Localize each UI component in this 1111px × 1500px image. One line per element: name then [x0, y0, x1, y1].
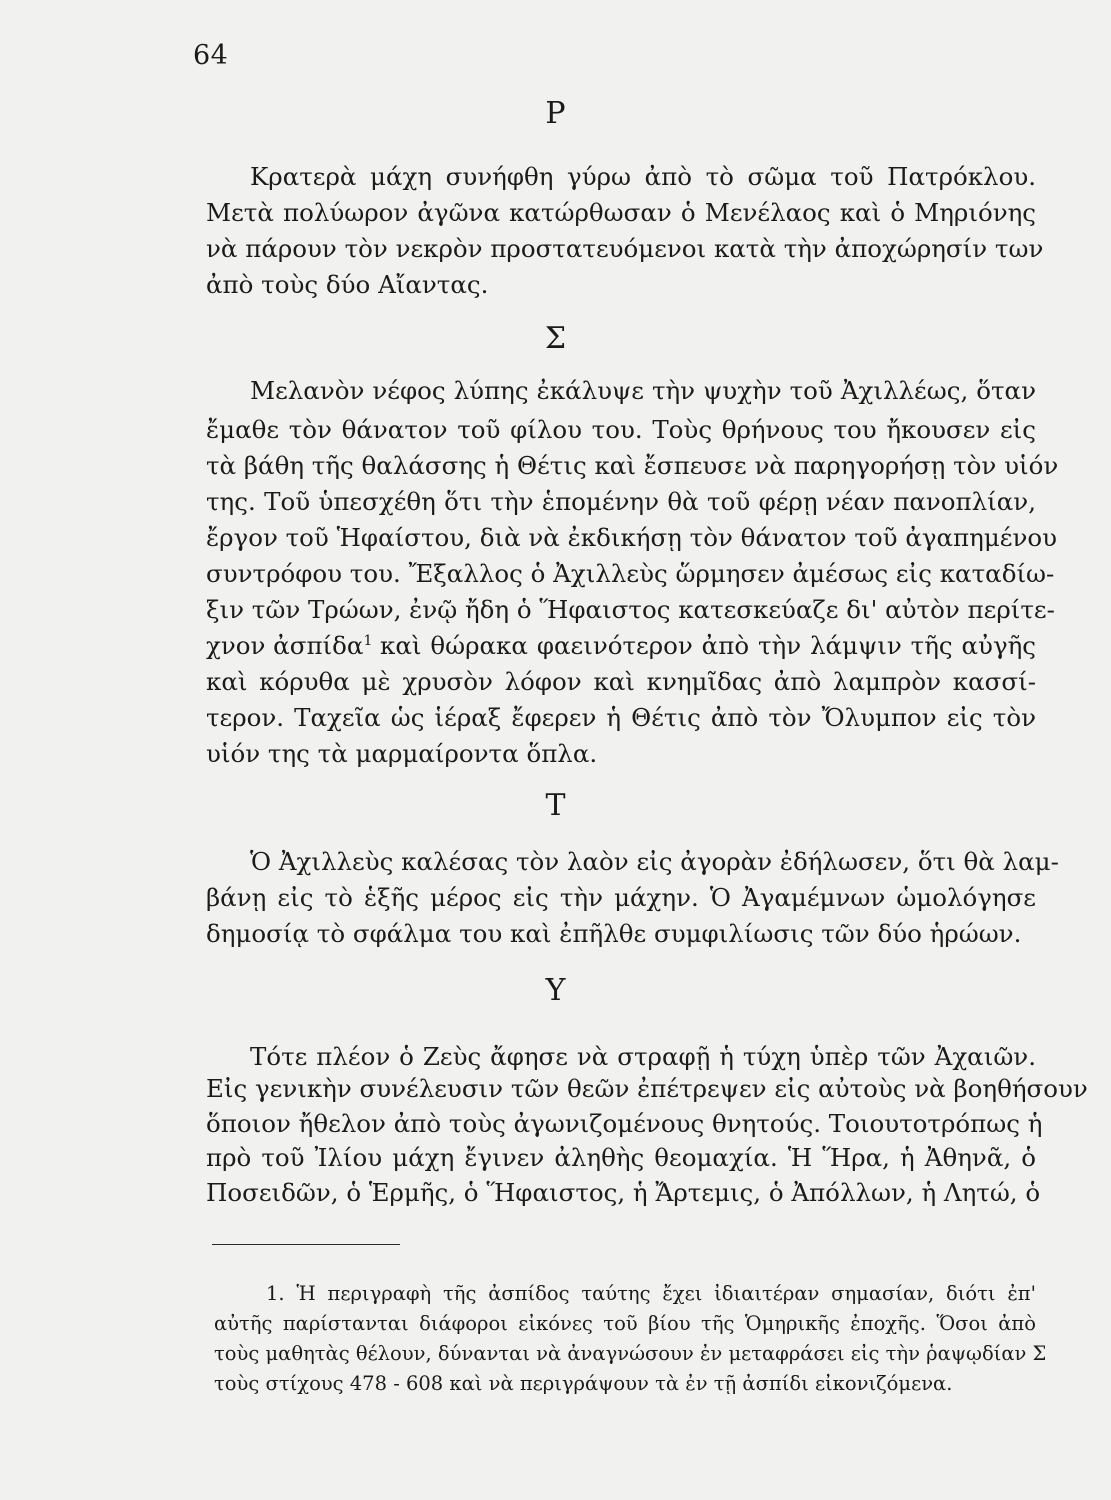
footnote-line: τοὺς στίχους 478 - 608 καὶ νὰ περιγράψουν τὰ ἐν τῇ ἀσπίδι εἰκονιζόμενα.	[214, 1372, 953, 1395]
page-number: 64	[193, 40, 229, 71]
footnote-line: 1. Ἡ περιγραφὴ τῆς ἀσπίδος ταύτης ἔχει ἰδιαιτέραν σημασίαν, διότι ἐπ'	[266, 1282, 1036, 1305]
paragraph-line: καὶ κόρυθα μὲ χρυσὸν λόφον καὶ κνημῖδας ἀπὸ λαμπρὸν κασσί-	[206, 667, 1036, 696]
paragraph-line: Ποσειδῶν, ὁ Ἑρμῆς, ὁ Ἥφαιστος, ἡ Ἄρτεμις, ὁ Ἀπόλλων, ἡ Λητώ, ὁ	[206, 1178, 1041, 1207]
section-heading-rho: Ρ	[545, 96, 566, 131]
footnote-line: τοὺς μαθητὰς θέλουν, δύνανται νὰ ἀναγνώσουν ἐν μεταφράσει εἰς τὴν ῥαψῳδίαν Σ	[214, 1342, 1047, 1365]
paragraph-line: ἀπὸ τοὺς δύο Αἴαντας.	[206, 270, 489, 299]
paragraph-line: της. Τοῦ ὑπεσχέθη ὅτι τὴν ἑπομένην θὰ τοῦ φέρῃ νέαν πανοπλίαν,	[206, 487, 1036, 516]
paragraph-line: Μετὰ πολύωρον ἀγῶνα κατώρθωσαν ὁ Μενέλαος καὶ ὁ Μηριόνης	[206, 198, 1036, 227]
paragraph-line: Κρατερὰ μάχη συνήφθη γύρω ἀπὸ τὸ σῶμα τοῦ Πατρόκλου.	[250, 162, 1036, 191]
paragraph-line: Εἰς γενικὴν συνέλευσιν τῶν θεῶν ἐπέτρεψεν εἰς αὐτοὺς νὰ βοηθήσουν	[206, 1074, 1088, 1103]
paragraph-line: νὰ πάρουν τὸν νεκρὸν προστατευόμενοι κατὰ τὴν ἀποχώρησίν των	[206, 234, 1044, 263]
paragraph-line: υἱόν της τὰ μαρμαίροντα ὅπλα.	[206, 739, 598, 768]
paragraph-line: δημοσίᾳ τὸ σφάλμα του καὶ ἐπῆλθε συμφιλίωσις τῶν δύο ἡρώων.	[206, 919, 1022, 948]
paragraph-line: ἔργον τοῦ Ἡφαίστου, διὰ νὰ ἐκδικήσῃ τὸν θάνατον τοῦ ἀγαπημένου	[206, 523, 1057, 552]
paragraph-line: Μελανὸν νέφος λύπης ἐκάλυψε τὴν ψυχὴν τοῦ Ἀχιλλέως, ὅταν	[250, 376, 1036, 405]
paragraph-line: ὅποιον ἤθελον ἀπὸ τοὺς ἀγωνιζομένους θνητούς. Τοιουτοτρόπως ἡ	[206, 1109, 1043, 1138]
paragraph-line: καὶ θώρακα φαεινότερον ἀπὸ τὴν λάμψιν τῆς αὐγῆς	[380, 631, 1036, 660]
paragraph-line: Ὁ Ἀχιλλεὺς καλέσας τὸν λαὸν εἰς ἀγορὰν ἐδήλωσεν, ὅτι θὰ λαμ-	[250, 847, 1059, 876]
paragraph-line: τερον. Ταχεῖα ὡς ἱέραξ ἔφερεν ἡ Θέτις ἀπὸ τὸν Ὄλυμπον εἰς τὸν	[206, 703, 1036, 732]
paragraph-line: Τότε πλέον ὁ Ζεὺς ἄφησε νὰ στραφῇ ἡ τύχη ὑπὲρ τῶν Ἀχαιῶν.	[250, 1042, 1036, 1071]
paragraph-line: πρὸ τοῦ Ἰλίου μάχη ἔγινεν ἀληθὴς θεομαχία. Ἡ Ἥρα, ἡ Ἀθηνᾶ, ὁ	[206, 1143, 1036, 1172]
paragraph-line: ἔμαθε τὸν θάνατον τοῦ φίλου του. Τοὺς θρήνους του ἤκουσεν εἰς	[206, 415, 1036, 444]
section-heading-tau: Τ	[545, 788, 566, 823]
footnote-divider	[212, 1244, 400, 1245]
paragraph-line: ξιν τῶν Τρώων, ἐνῷ ἤδη ὁ Ἥφαιστος κατεσκεύαζε δι' αὐτὸν περίτε-	[206, 595, 1055, 624]
paragraph-text: χνον ἀσπίδα	[206, 631, 364, 660]
paragraph-line: βάνῃ εἰς τὸ ἑξῆς μέρος εἰς τὴν μάχην. Ὁ Ἀγαμέμνων ὡμολόγησε	[206, 883, 1036, 912]
footnote-marker: 1	[363, 633, 373, 649]
section-heading-sigma: Σ	[544, 321, 567, 356]
paragraph-line: τὰ βάθη τῆς θαλάσσης ἡ Θέτις καὶ ἔσπευσε νὰ παρηγορήσῃ τὸν υἱόν	[206, 451, 1059, 480]
paragraph-line: συντρόφου του. Ἔξαλλος ὁ Ἀχιλλεὺς ὥρμησεν ἀμέσως εἰς καταδίω-	[206, 559, 1055, 588]
footnote-line: αὐτῆς παρίστανται διάφοροι εἰκόνες τοῦ βίου τῆς Ὁμηρικῆς ἐποχῆς. Ὅσοι ἀπὸ	[214, 1312, 1036, 1335]
section-heading-upsilon: Υ	[545, 973, 566, 1008]
